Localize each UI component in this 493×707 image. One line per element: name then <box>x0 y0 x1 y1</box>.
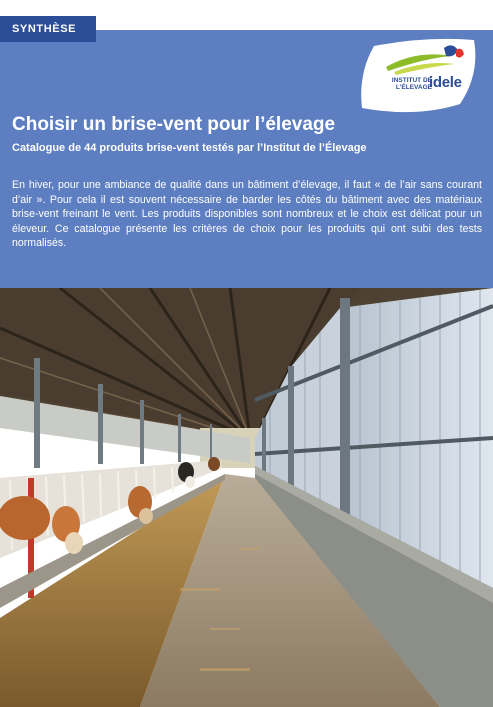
idele-logo <box>356 34 482 116</box>
logo-line1: INSTITUT DE <box>391 77 432 84</box>
section-tag: SYNTHÈSE <box>0 16 96 42</box>
logo-institute-text <box>382 77 432 91</box>
page-title: Choisir un brise-vent pour l’élevage <box>12 114 336 135</box>
page-subtitle: Catalogue de 44 produits brise-vent testés par l’Institut de l’Élevage <box>12 142 367 154</box>
logo-brand-text: idele <box>429 74 462 91</box>
barn-photo <box>0 288 493 707</box>
intro-paragraph: En hiver, pour une ambiance de qualité dans un bâtiment d’élevage, il faut « de l’air sans courant d’air ». Pour cela il est souvent nécessaire de barder les côtés du bâtiment avec des matériaux brise-vent freinant le vent. Les produits disponibles sont nombreux et le choix est délicat pour un éleveur. Ce catalogue présente les critères de choix pour les produits qui ont subi des tests normalisés. <box>12 179 482 250</box>
logo-badge-shape <box>356 34 482 116</box>
logo-line2: L'ÉLEVAGE <box>395 84 432 91</box>
barn-photo-illustration <box>0 288 493 707</box>
